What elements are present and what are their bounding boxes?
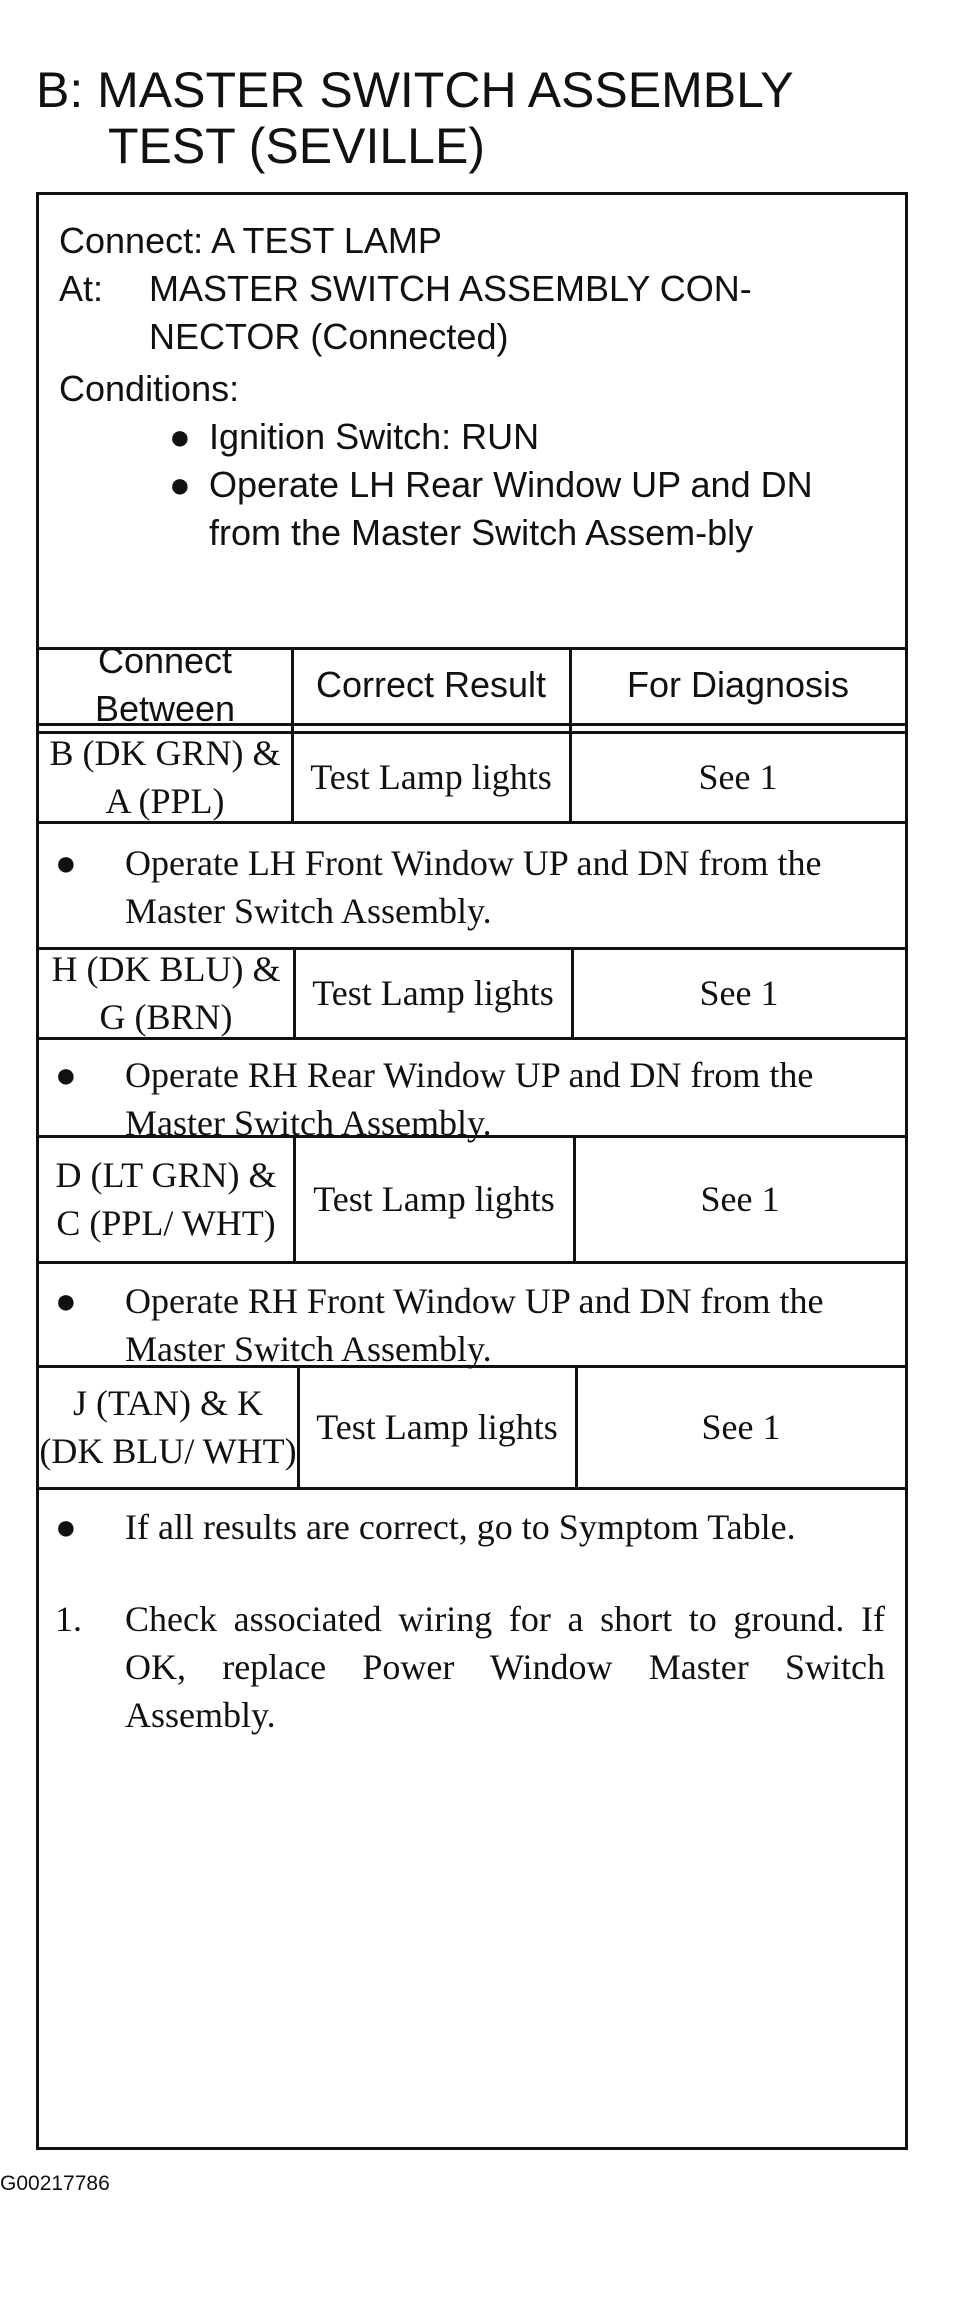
- note-text: Operate RH Front Window UP and DN from the Master Switch Assembly.: [125, 1281, 824, 1369]
- condition-text: Operate LH Rear Window UP and DN from the Master Switch Assem-bly: [209, 464, 813, 553]
- at-value: MASTER SWITCH ASSEMBLY CON-NECTOR (Connected): [149, 268, 752, 357]
- figure-id: G00217786: [0, 2172, 110, 2195]
- row-2-result: Test Lamp lights: [312, 973, 554, 1013]
- header-for-diagnosis: For Diagnosis: [626, 664, 850, 705]
- header-correct-result: Correct Result: [315, 664, 547, 705]
- bullet-icon: ●: [55, 1280, 77, 1321]
- row-1-diagnosis: See 1: [698, 757, 778, 797]
- note-1: [55, 839, 885, 935]
- row-3-result: Test Lamp lights: [313, 1179, 555, 1219]
- row-2-connect: H (DK BLU) & G (BRN): [51, 949, 281, 1037]
- condition-text: Ignition Switch: RUN: [209, 416, 540, 457]
- note-2: [55, 1051, 885, 1147]
- at-label: At:: [59, 268, 104, 309]
- note-text: If all results are correct, go to Symptom Table.: [125, 1507, 796, 1547]
- row-4-connect: J (TAN) & K (DK BLU/ WHT): [39, 1383, 297, 1471]
- title-line-1: B: MASTER SWITCH ASSEMBLY: [36, 62, 794, 118]
- row-4-diagnosis: See 1: [701, 1407, 781, 1447]
- connect-line: Connect: A TEST LAMP: [59, 220, 442, 261]
- note-text: Operate RH Rear Window UP and DN from the Master Switch Assembly.: [125, 1055, 814, 1143]
- intro-section: [59, 217, 889, 557]
- condition-item: [169, 413, 889, 461]
- row-1-result: Test Lamp lights: [310, 757, 552, 797]
- divider: [39, 1487, 905, 1490]
- note-text: Check associated wiring for a short to ground. If OK, replace Power Window Master Switch Assembly.: [125, 1599, 885, 1735]
- note-text: Operate LH Front Window UP and DN from the Master Switch Assembly.: [125, 843, 822, 931]
- numbered-note: [55, 1595, 885, 1739]
- bullet-icon: ●: [169, 464, 191, 505]
- row-3-diagnosis: See 1: [700, 1179, 780, 1219]
- test-table: [36, 192, 908, 2150]
- row-1-connect: B (DK GRN) & A (PPL): [49, 733, 281, 821]
- title-line-2: TEST (SEVILLE): [108, 118, 485, 174]
- row-2-diagnosis: See 1: [699, 973, 779, 1013]
- page-title: [36, 62, 916, 174]
- divider: [39, 1261, 905, 1264]
- conditions-list: [59, 413, 889, 557]
- at-line: [59, 265, 889, 361]
- conditions-label: Conditions:: [59, 368, 240, 409]
- bullet-icon: ●: [169, 416, 191, 457]
- bullet-icon: ●: [55, 1054, 77, 1095]
- note-3: [55, 1277, 885, 1373]
- bullet-icon: ●: [55, 842, 77, 883]
- bullet-icon: ●: [55, 1506, 77, 1547]
- note-number: 1.: [55, 1599, 82, 1639]
- header-connect-between: Connect Between: [94, 640, 236, 729]
- final-bullet-note: [55, 1503, 885, 1551]
- row-4-result: Test Lamp lights: [316, 1407, 558, 1447]
- condition-item: [169, 461, 889, 557]
- row-3-connect: D (LT GRN) & C (PPL/ WHT): [55, 1155, 277, 1243]
